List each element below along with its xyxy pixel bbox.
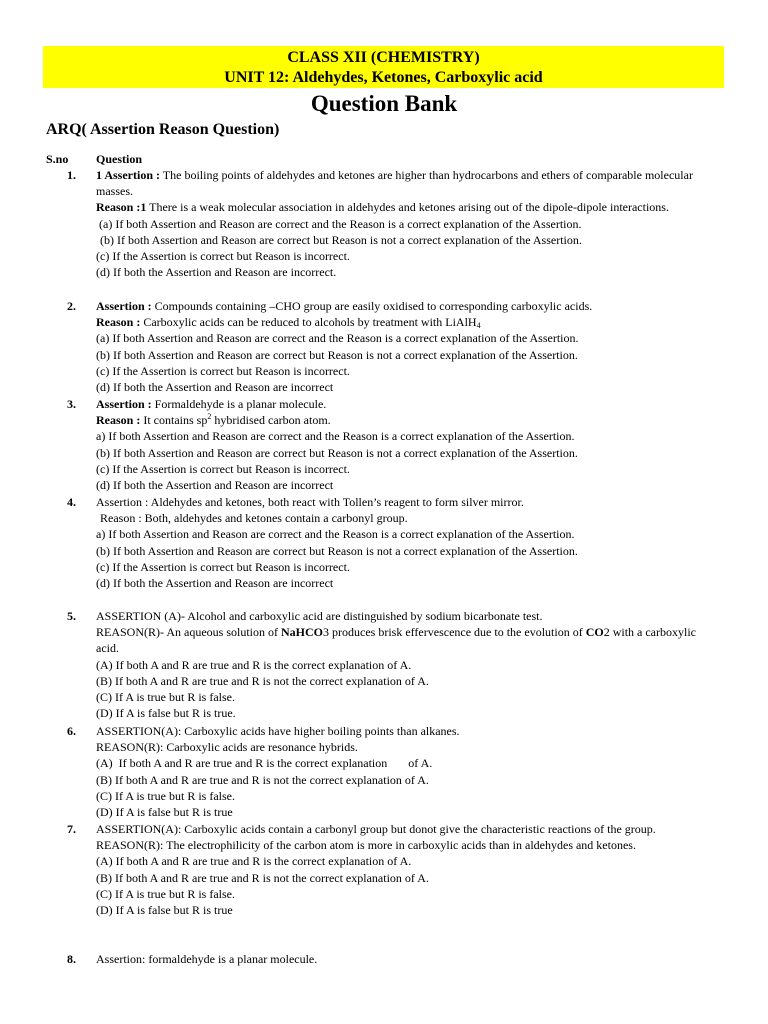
option-a: a) If both Assertion and Reason are correct and the Reason is a correct explanation of the Assertion.	[96, 527, 575, 542]
assertion-text	[96, 298, 716, 314]
question-number: 1.	[67, 168, 76, 182]
option-c: (C) If A is true but R is false.	[96, 689, 235, 704]
reason-text	[96, 412, 716, 428]
question-body	[96, 494, 716, 591]
question-number: 3.	[67, 397, 76, 411]
reason-middle: 3 produces brisk effervescence due to the evolution of	[323, 625, 586, 640]
section-heading: ARQ( Assertion Reason Question)	[46, 121, 280, 138]
page-title: Question Bank	[310, 91, 458, 116]
formula-nahco: NaHCO	[281, 625, 323, 640]
reason-text: REASON(R): The electrophilicity of the carbon atom is more in carboxylic acids than in aldehydes and ketones.	[96, 838, 636, 853]
assertion-statement: Formaldehyde is a planar molecule.	[151, 397, 327, 411]
option-a: (a) If both Assertion and Reason are correct and the Reason is a correct explanation of the Assertion.	[99, 216, 582, 231]
reason-text	[96, 199, 716, 215]
header-banner	[43, 46, 724, 88]
option-d: (d) If both the Assertion and Reason are incorrect	[96, 379, 334, 394]
option-b: (b) If both Assertion and Reason are correct but Reason is not a correct explanation of the Assertion.	[96, 543, 578, 558]
assertion-text: Assertion : Aldehydes and ketones, both react with Tollen’s reagent to form silver mirror.	[96, 495, 524, 509]
reason-label: Reason :	[96, 413, 141, 428]
reason-statement: It contains sp	[140, 413, 208, 428]
assertion-text: ASSERTION(A): Carboxylic acids contain a carbonyl group but donot give the characteristic reactions of the group.	[96, 822, 656, 836]
reason-text: Reason : Both, aldehydes and ketones contain a carbonyl group.	[100, 511, 408, 526]
assertion-statement: Compounds containing –CHO group are easily oxidised to corresponding carboxylic acids.	[151, 299, 593, 313]
assertion-label: Assertion :	[96, 397, 152, 411]
assertion-text: ASSERTION (A)- Alcohol and carboxylic acid are distinguished by sodium bicarbonate test.	[96, 609, 543, 623]
question-number: 5.	[67, 609, 76, 623]
column-header-question: Question	[96, 152, 143, 166]
assertion-label: 1 Assertion :	[96, 168, 160, 182]
option-c: (c) If the Assertion is correct but Reason is incorrect.	[96, 559, 350, 574]
unit-title: UNIT 12: Aldehydes, Ketones, Carboxylic acid	[224, 69, 543, 86]
option-b: (B) If both A and R are true and R is not the correct explanation of A.	[96, 673, 429, 688]
question-body	[96, 608, 716, 721]
question-number: 2.	[67, 299, 76, 313]
option-c: (c) If the Assertion is correct but Reason is incorrect.	[96, 461, 350, 476]
option-b: (B) If both A and R are true and R is not the correct explanation of A.	[96, 772, 429, 787]
option-d: (d) If both the Assertion and Reason are incorrect.	[96, 265, 337, 280]
reason-text: REASON(R): Carboxylic acids are resonance hybrids.	[96, 740, 358, 755]
option-a: (A) If both A and R are true and R is the correct explanation of A.	[96, 756, 433, 771]
column-header-sno: S.no	[46, 152, 69, 166]
assertion-text: ASSERTION(A): Carboxylic acids have higher boiling points than alkanes.	[96, 724, 460, 738]
option-c: (C) If A is true but R is false.	[96, 788, 235, 803]
reason-text	[96, 624, 716, 656]
reason-prefix: REASON(R)- An aqueous solution of	[96, 625, 281, 640]
question-body	[96, 298, 716, 395]
option-a: a) If both Assertion and Reason are correct and the Reason is a correct explanation of the Assertion.	[96, 429, 575, 444]
question-body	[96, 951, 716, 967]
option-b: (b) If both Assertion and Reason are correct but Reason is not a correct explanation of the Assertion.	[96, 445, 578, 460]
reason-statement-cont: hybridised carbon atom.	[211, 413, 331, 428]
option-a: (A) If both A and R are true and R is the correct explanation of A.	[96, 657, 412, 672]
option-d: (D) If A is false but R is true	[96, 804, 233, 819]
formula-co: CO	[585, 625, 604, 640]
question-number: 4.	[67, 495, 76, 509]
question-body	[96, 167, 716, 280]
question-body	[96, 396, 716, 493]
option-c: (C) If A is true but R is false.	[96, 886, 235, 901]
reason-label: Reason :	[96, 315, 141, 330]
reason-label: Reason :1	[96, 200, 147, 215]
reason-text	[96, 314, 716, 330]
option-c: (c) If the Assertion is correct but Reason is incorrect.	[96, 248, 350, 263]
assertion-text	[96, 396, 716, 412]
option-c: (c) If the Assertion is correct but Reason is incorrect.	[96, 363, 350, 378]
option-d: (d) If both the Assertion and Reason are incorrect	[96, 477, 334, 492]
assertion-text	[96, 167, 716, 199]
option-a: (a) If both Assertion and Reason are correct and the Reason is a correct explanation of the Assertion.	[96, 331, 579, 346]
question-number: 7.	[67, 822, 76, 836]
reason-suffix: 2 with a carboxylic acid.	[96, 625, 696, 656]
reason-statement: There is a weak molecular association in aldehydes and ketones arising out of the dipole-dipole interactions.	[146, 200, 669, 215]
option-d: (D) If A is false but R is true	[96, 902, 233, 917]
option-b: (B) If both A and R are true and R is not the correct explanation of A.	[96, 870, 429, 885]
option-b: (b) If both Assertion and Reason are correct but Reason is not a correct explanation of the Assertion.	[96, 347, 578, 362]
assertion-text: Assertion: formaldehyde is a planar molecule.	[96, 952, 318, 966]
assertion-statement: The boiling points of aldehydes and ketones are higher than hydrocarbons and ethers of comparable molecular masses.	[96, 168, 693, 199]
subscript: 4	[476, 321, 481, 331]
option-d: (d) If both the Assertion and Reason are incorrect	[96, 575, 334, 590]
option-d: (D) If A is false but R is true.	[96, 706, 236, 721]
reason-statement: Carboxylic acids can be reduced to alcohols by treatment with LiAlH	[140, 315, 477, 330]
option-b: (b) If both Assertion and Reason are correct but Reason is not a correct explanation of the Assertion.	[100, 232, 582, 247]
question-number: 6.	[67, 724, 76, 738]
question-body	[96, 723, 716, 820]
class-title: CLASS XII (CHEMISTRY)	[287, 49, 480, 66]
question-body	[96, 821, 716, 918]
question-number: 8.	[67, 952, 76, 966]
superscript: 2	[207, 412, 212, 422]
assertion-label: Assertion :	[96, 299, 152, 313]
option-a: (A) If both A and R are true and R is the correct explanation of A.	[96, 854, 412, 869]
